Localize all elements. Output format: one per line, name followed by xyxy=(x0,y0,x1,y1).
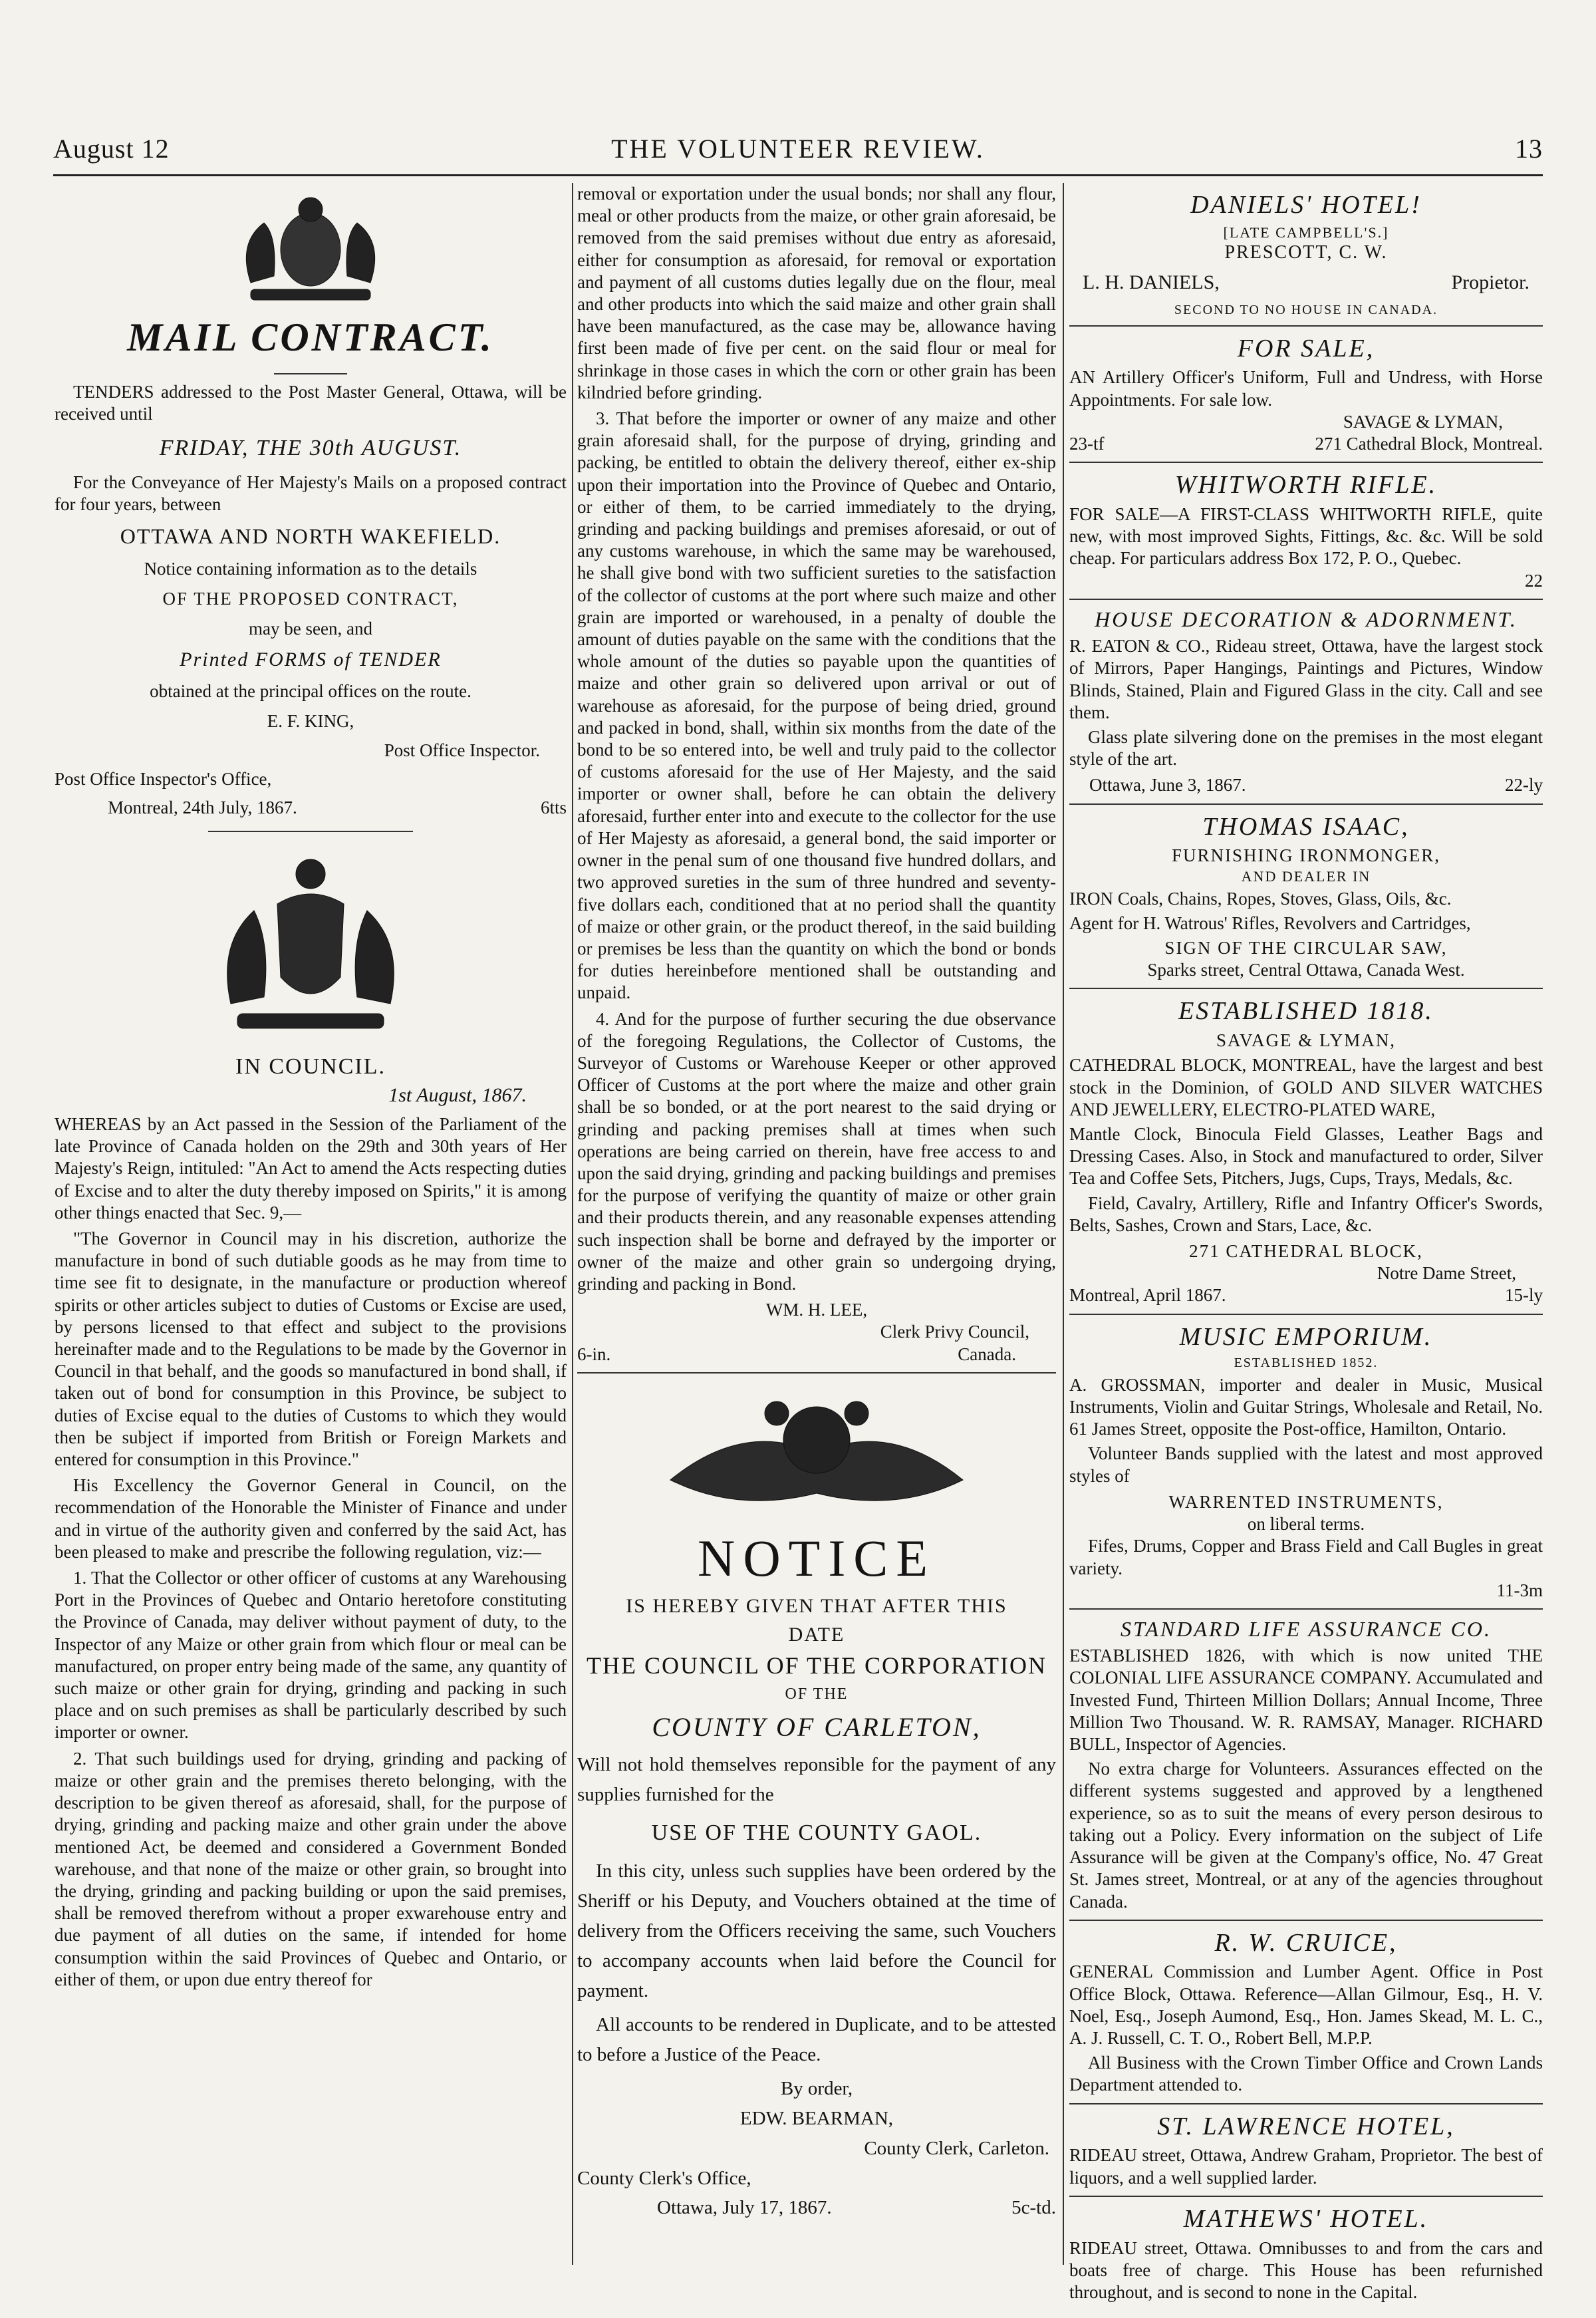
ad-code: 15-ly xyxy=(1505,1285,1543,1306)
place-date: Montreal, 24th July, 1867. xyxy=(108,797,297,818)
ad-line: [LATE CAMPBELL'S.] xyxy=(1223,223,1389,241)
divider xyxy=(1069,2196,1543,2197)
page-number: 13 xyxy=(1515,134,1543,164)
music-emporium-title: MUSIC EMPORIUM. xyxy=(1179,1322,1433,1351)
ad-owner: L. H. DANIELS, xyxy=(1083,271,1220,294)
header-rule xyxy=(53,174,1543,176)
signer-title: Post Office Inspector. xyxy=(384,740,540,760)
ad-address: Notre Dame Street, xyxy=(1377,1263,1516,1284)
divider xyxy=(1069,1314,1543,1315)
notice-office: County Clerk's Office, xyxy=(577,2167,751,2189)
mathews-hotel-title: MATHEWS' HOTEL. xyxy=(1183,2204,1429,2233)
column-left xyxy=(55,183,567,2271)
ad-line: SIGN OF THE CIRCULAR SAW, xyxy=(1164,937,1448,958)
notice-date: Ottawa, July 17, 1867. xyxy=(657,2197,832,2219)
column-right xyxy=(1069,183,1543,2302)
mail-contract-deadline: FRIDAY, THE 30th AUGUST. xyxy=(159,436,462,461)
council-quote: "The Governor in Council may in his discretion, authorize the manufacture in bond of such dutiable goods as he may from time to time see fit to designate, in the manufacture or production whereof spirits or other articles subject to duties of Customs or Excise are used, by persons licensed to that effect and subject to the provisions hereinafter made and to the Regulations to be made by the Governor in Council in that behalf, and the goods so manufactured in bond shall, if taken out of bond for consumption in this Province, be subject to duties of Excise equal to the duties of Customs to which they would then be subject if imported from British or Foreign Markets and entered for consumption in this Province." xyxy=(55,1229,567,1470)
council-date: 1st August, 1867. xyxy=(388,1084,527,1107)
notice-text: All accounts to be rendered in Duplicate, and to be attested to before a Justice of the Peace. xyxy=(577,2013,1056,2065)
ad-code: 22-ly xyxy=(1505,775,1543,796)
council-title: IN COUNCIL. xyxy=(235,1054,386,1080)
ad-text: Fifes, Drums, Copper and Brass Field and Call Bugles in great variety. xyxy=(1069,1536,1543,1578)
council-continued: removal or exportation under the usual bonds; nor shall any flour, meal or other products from the maize, or other grain aforesaid, be removed from the said premises without due entry as aforesaid, either for consumption as aforesaid, for removal or exportation and payment of all customs duties legally due on the flour, meal and other products into which the said maize and other grain shall have been manufactured, as the case may be, allowance having first been made of five per cent. on the said flour or meal for shrinkage in those cases in which the corn or other grain has been kilndried before grinding. xyxy=(577,184,1056,402)
ad-date: Ottawa, June 3, 1867. xyxy=(1089,775,1246,796)
thomas-isaac-title: THOMAS ISAAC, xyxy=(1202,812,1410,841)
council-regulation-4: 4. And for the purpose of further securing the due observance of the foregoing Regulations, the Collector of Customs, the Surveyor of Customs or Warehouse Keeper or other approved Officer of Customs at the port where the maize and other grain shall be so bonded, or at the port nearest to the said drying or grinding and packing premises shall at times when such operations are being carried on therein, have free access to and upon the said drying, grinding and packing buildings and premises for the purpose of verifying the quantity of maize or other grain and their products therein, and any reasonable expenses attending such inspection shall be borne and defrayed by the importer or owner of the maize and other grain so undergoing drying, grinding and packing in Bond. xyxy=(577,1008,1056,1294)
divider xyxy=(1069,1920,1543,1921)
ad-owner-title: Propietor. xyxy=(1451,271,1530,294)
ad-address: 271 Cathedral Block, Montreal. xyxy=(1315,434,1543,454)
issue-date: August 12 xyxy=(53,134,170,164)
mail-contract-title: MAIL CONTRACT. xyxy=(127,315,494,359)
ad-code: 23-tf xyxy=(1069,434,1105,454)
divider xyxy=(1069,988,1543,989)
whitworth-title: WHITWORTH RIFLE. xyxy=(1174,471,1438,500)
ad-text: All Business with the Crown Timber Office and Crown Lands Department attended to. xyxy=(1069,2053,1543,2095)
for-sale-title: FOR SALE, xyxy=(1237,334,1375,362)
ad-code: 22 xyxy=(1525,570,1543,591)
ad-text: Glass plate silvering done on the premises in the most elegant style of the art. xyxy=(1069,726,1543,770)
mail-contract-text: obtained at the principal offices on the route. xyxy=(150,681,471,702)
signer-name: E. F. KING, xyxy=(267,711,354,732)
divider xyxy=(577,1372,1056,1374)
masthead-title: THE VOLUNTEER REVIEW. xyxy=(611,134,985,164)
ad-text: Volunteer Bands supplied with the latest and most approved styles of xyxy=(1069,1443,1543,1486)
divider xyxy=(1069,325,1543,327)
ad-line: ESTABLISHED 1852. xyxy=(1234,1356,1379,1371)
notice-by-order: By order, xyxy=(780,2077,853,2099)
ad-line: on liberal terms. xyxy=(1247,1514,1365,1534)
office-line: Post Office Inspector's Office, xyxy=(55,768,272,789)
established-title: ESTABLISHED 1818. xyxy=(1178,997,1434,1026)
ad-text: A. GROSSMAN, importer and dealer in Music, Musical Instruments, Violin and Guitar Strings, Wholesale and Retail, No. 61 James Street, opposite the Post-office, Hamilton, Ontario. xyxy=(1069,1374,1543,1439)
ad-text: CATHEDRAL BLOCK, MONTREAL, have the largest and best stock in the Dominion, of GOLD AND SILVER WATCHES AND JEWELLERY, ELECTRO-PLATED WARE, xyxy=(1069,1055,1543,1119)
signer-name: WM. H. LEE, xyxy=(765,1300,868,1320)
divider xyxy=(208,831,413,832)
ad-line: SECOND TO NO HOUSE IN CANADA. xyxy=(1174,303,1438,318)
notice-signer-title: County Clerk, Carleton. xyxy=(864,2137,1049,2159)
notice-line: THE COUNCIL OF THE CORPORATION xyxy=(586,1652,1047,1679)
mail-contract-text: OF THE PROPOSED CONTRACT, xyxy=(162,588,459,609)
ad-text: RIDEAU street, Ottawa, Andrew Graham, Proprietor. The best of liquors, and a well supplied larder. xyxy=(1069,2145,1543,2188)
divider xyxy=(1069,803,1543,805)
daniels-hotel-title: DANIELS' HOTEL! xyxy=(1190,191,1422,219)
ad-text: Field, Cavalry, Artillery, Rifle and Infantry Officer's Swords, Belts, Sashes, Crown and Stars, Lace, &c. xyxy=(1069,1193,1543,1235)
notice-line: OF THE xyxy=(785,1685,849,1703)
ad-date: Montreal, April 1867. xyxy=(1069,1285,1226,1306)
council-preamble: WHEREAS by an Act passed in the Session of the Parliament of the late Province of Canada holden on the 29th and 30th years of Her Majesty's Reign, intituled: "An Act to amend the Acts respecting duties of Excise and to alter the duty thereby imposed on Spirits," it is among other things enacted that Sec. 9,— xyxy=(55,1114,567,1223)
mail-contract-text: TENDERS addressed to the Post Master General, Ottawa, will be received until xyxy=(55,381,567,424)
ad-code: 5c-td. xyxy=(1011,2197,1056,2219)
ad-code: 11-3m xyxy=(1496,1580,1543,1600)
notice-line: DATE xyxy=(788,1623,845,1646)
divider xyxy=(1069,462,1543,463)
page-header xyxy=(53,133,1543,180)
standard-life-title: STANDARD LIFE ASSURANCE CO. xyxy=(1120,1616,1492,1641)
notice-signer: EDW. BEARMAN, xyxy=(739,2107,894,2129)
notice-title: NOTICE xyxy=(698,1528,936,1587)
council-regulation-1: 1. That the Collector or other officer of customs at any Warehousing Port in the Provinces of Quebec and Ontario heretofore constituting the Province of Canada, may deliver without payment of duty, to the Inspector of any Maize or other grain from which flour or meal can be manufactured, on proper entry being made of the same, any quantity of such maize or other grain for drying, grinding and packing in such place and on such premises as shall be particularly described by such importer or owner. xyxy=(55,1568,567,1743)
ad-seller: SAVAGE & LYMAN, xyxy=(1343,411,1503,432)
coat-of-arms-emblem xyxy=(198,844,424,1044)
ad-text: GENERAL Commission and Lumber Agent. Office in Post Office Block, Ottawa. Reference—Allan Gilmour, Esq., H. V. Noel, Esq., Joseph Aumond, Esq., Hon. James Skead, M. L. C., A. J. Russell, C. T. O., Robert Bell, M.P.P. xyxy=(1069,1961,1543,2049)
notice-text: In this city, unless such supplies have been ordered by the Sheriff or his Deputy, and Vouchers obtained at the time of delivery from the Officers receiving the same, such Vouchers to accompany accounts when laid before the Council for payment. xyxy=(577,1860,1056,2001)
ad-text: IRON Coals, Chains, Ropes, Stoves, Glass, Oils, &c. xyxy=(1069,888,1452,909)
ad-text: RIDEAU street, Ottawa. Omnibusses to and from the cars and boats free of charge. This House has been refurnished throughout, and is second to none in the Capital. xyxy=(1069,2238,1543,2302)
mail-contract-route: OTTAWA AND NORTH WAKEFIELD. xyxy=(120,524,501,549)
ad-text: FOR SALE—A FIRST-CLASS WHITWORTH RIFLE, quite new, with most improved Sights, Fittings, &c. &c. Will be sold cheap. For particulars address Box 172, P. O., Quebec. xyxy=(1069,504,1543,569)
notice-text: Will not hold themselves reponsible for the payment of any supplies furnished for the xyxy=(577,1754,1056,1806)
ad-address: 271 CATHEDRAL BLOCK, xyxy=(1189,1240,1423,1261)
council-text: His Excellency the Governor General in Council, on the recommendation of the Honorable the Minister of Finance and under and in virtue of the authority given and conferred by the said Act, has been pleased to make and prescribe the following regulation, viz:— xyxy=(55,1475,567,1562)
column-middle xyxy=(577,183,1056,2271)
house-decoration-title: HOUSE DECORATION & ADORNMENT. xyxy=(1095,607,1518,631)
mail-contract-text: may be seen, and xyxy=(249,619,372,639)
column-divider xyxy=(572,183,573,2265)
divider xyxy=(1069,599,1543,600)
ad-text: Mantle Clock, Binocula Field Glasses, Leather Bags and Dressing Cases. Also, in Stock and manufactured to order, Silver Tea and Coffee Sets, Pitchers, Jugs, Cups, Trays, Medals, &c. xyxy=(1069,1123,1543,1189)
st-lawrence-title: ST. LAWRENCE HOTEL, xyxy=(1157,2112,1455,2140)
ad-text: AN Artillery Officer's Uniform, Full and Undress, with Horse Appointments. For sale low. xyxy=(1069,367,1543,410)
royal-arms-emblem xyxy=(211,183,410,309)
ad-text: ESTABLISHED 1826, with which is now united THE COLONIAL LIFE ASSURANCE COMPANY. Accumulated and Invested Fund, Thirteen Million Dollars; Annual Income, Three Million Two Thousand. W. R. RAMSAY, Manager. RICHARD BULL, Inspector of Agencies. xyxy=(1069,1646,1543,1755)
divider xyxy=(1069,2103,1543,2104)
signer-place: Canada. xyxy=(958,1344,1016,1364)
notice-emblem xyxy=(644,1380,990,1520)
council-regulation-2: 2. That such buildings used for drying, grinding and packing of maize or other grain and the premises thereto belonging, with the description to be given thereof as aforesaid, shall, for the purpose of drying, grinding and packing maize and other grain under the above mentioned Act, be deemed and considered a Government Bonded warehouse, and that none of the maize or other grain, so brought into the drying, grinding and packing building or upon the said premises, shall be removed therefrom without a proper exwarehouse entry and due payment of all duties on the same, if intended for home consumption within the said Provinces of Quebec and Ontario, or either of them, or upon due entry thereof for xyxy=(55,1748,567,1989)
ad-line: FURNISHING IRONMONGER, xyxy=(1171,845,1441,866)
ad-line: PRESCOTT, C. W. xyxy=(1224,241,1388,263)
council-regulation-3: 3. That before the importer or owner of any maize and other grain aforesaid shall, for the purpose of drying, grinding and packing, be entitled to obtain the delivery thereof, either ex-ship upon their importation into the Province of Quebec and Ontario, or either of them, to be carried immediately to the drying, grinding and packing buildings and premises aforesaid, or out of any customs warehouse, in which the same may be warehoused, he shall give bond with two sufficient sureties to the satisfaction of the collector of customs at the port where such maize and other grain are imported or warehoused, in a penalty of double the amount of duties payable on the same with the conditions that the whole amount of the duties so payable upon the quantities of maize and other grain so delivered upon arrival or out of warehouse as aforesaid, for the purpose of being dried, ground and packed in bond, shall, within six months from the date of the bond to be so entered into, be well and truly paid to the collector of customs aforesaid for the use of Her Majesty, and the said importer or owner shall, before he can obtain the delivery aforesaid, further enter into and execute to the collector for the use of Her Majesty as aforesaid, a general bond, the said importer or owner in the penal sum of one thousand five hundred dollars, and two approved sureties in the sum of three hundred and seventy-five dollars each, conditioned that at no period shall the quantity of maize or other grain, or the product thereof, in the said building or premises be less than the quantity on which the bond or bonds for duties hereinbefore mentioned shall be outstanding and unpaid. xyxy=(577,408,1056,1003)
ad-code: 6-in. xyxy=(577,1344,611,1364)
ad-line: AND DEALER IN xyxy=(1241,867,1371,885)
ad-firm: SAVAGE & LYMAN, xyxy=(1216,1030,1396,1051)
mail-contract-text: For the Conveyance of Her Majesty's Mails on a proposed contract for four years, between xyxy=(55,472,567,515)
notice-line: IS HEREBY GIVEN THAT AFTER THIS xyxy=(626,1594,1007,1617)
divider xyxy=(1069,1608,1543,1610)
ad-code: 6tts xyxy=(540,797,567,818)
ad-line: WARRENTED INSTRUMENTS, xyxy=(1168,1491,1444,1512)
column-divider xyxy=(1063,183,1064,2265)
cruice-title: R. W. CRUICE, xyxy=(1214,1928,1398,1957)
divider xyxy=(274,373,347,374)
mail-contract-text: Notice containing information as to the details xyxy=(144,558,477,579)
ad-text: R. EATON & CO., Rideau street, Ottawa, have the largest stock of Mirrors, Paper Hangings, Paintings and Pictures, Window Blinds, Stained, Plain and Figured Glass in the city. Call and see them. xyxy=(1069,636,1543,722)
ad-text: No extra charge for Volunteers. Assurances effected on the different systems suggested and approved by a lengthened experience, so as to suit the means of every person desirous to taking out a Policy. Every information on the subject of Life Assurance will be given at the Company's office, No. 47 Great St. James street, Montreal, or at any of the agencies throughout Canada. xyxy=(1069,1759,1543,1912)
ad-text: Agent for H. Watrous' Rifles, Revolvers and Cartridges, xyxy=(1069,913,1471,933)
mail-contract-forms: Printed FORMS of TENDER xyxy=(180,649,442,671)
signer-title: Clerk Privy Council, xyxy=(880,1322,1029,1342)
ad-address: Sparks street, Central Ottawa, Canada West. xyxy=(1147,960,1465,980)
notice-county: COUNTY OF CARLETON, xyxy=(652,1712,982,1743)
notice-gaol: USE OF THE COUNTY GAOL. xyxy=(651,1820,982,1846)
